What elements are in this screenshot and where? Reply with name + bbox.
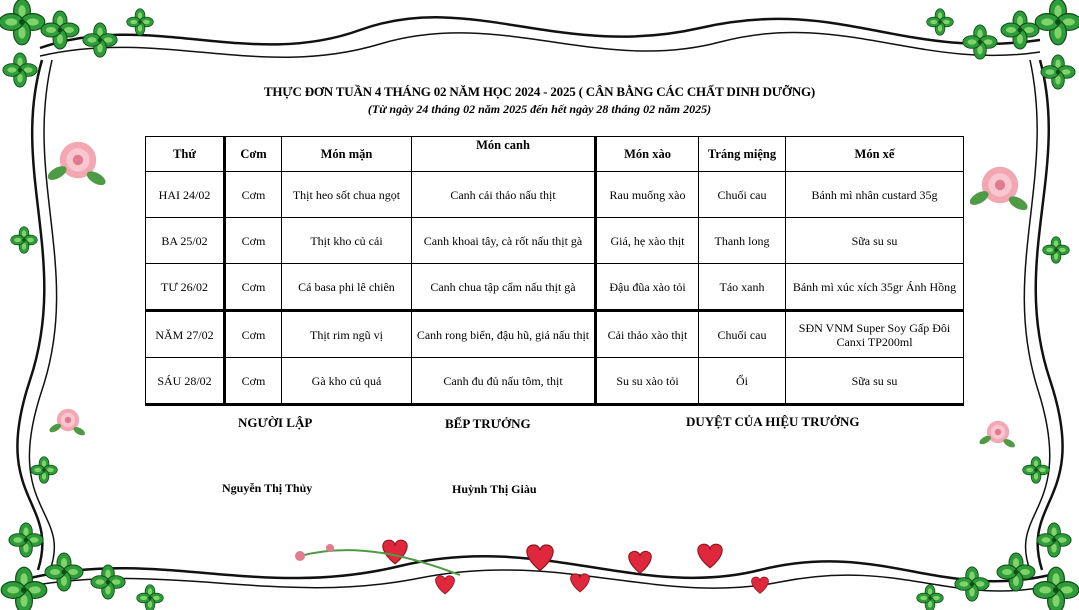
preparer-label: NGƯỜI LẬP <box>238 415 313 430</box>
cell-main-dish: Gà kho củ quả <box>282 358 412 405</box>
header-main-dish: Món mặn <box>282 137 412 172</box>
menu-table <box>145 136 964 406</box>
cell-stir-fry: Su su xào tỏi <box>596 358 699 405</box>
cell-day: SÁU 28/02 <box>146 358 225 405</box>
cell-main-dish: Thịt heo sốt chua ngọt <box>282 172 412 218</box>
cell-snack: Sữa su su <box>786 358 964 405</box>
header-dessert: Tráng miệng <box>699 137 786 172</box>
table-row <box>146 358 964 405</box>
cell-stir-fry: Đậu đũa xào tỏi <box>596 264 699 311</box>
cell-dessert: Táo xanh <box>699 264 786 311</box>
cell-snack: Bánh mì nhân custard 35g <box>786 172 964 218</box>
principal-label: DUYỆT CỦA HIỆU TRƯỞNG <box>686 414 860 429</box>
page-subtitle: (Từ ngày 24 tháng 02 năm 2025 đến hết ngày 28 tháng 02 năm 2025) <box>367 102 712 116</box>
header-stir-fry: Món xào <box>596 137 699 172</box>
cell-day: NĂM 27/02 <box>146 311 225 358</box>
cell-dessert: Chuối cau <box>699 311 786 358</box>
header-rice: Cơm <box>225 137 282 172</box>
vine-swirl-icon <box>40 17 1040 48</box>
cell-soup: Canh rong biển, đậu hũ, giá nấu thịt <box>412 311 596 358</box>
cell-stir-fry: Rau muống xào <box>596 172 699 218</box>
cell-snack: Bánh mì xúc xích 35gr Ánh Hồng <box>786 264 964 311</box>
header-afternoon-snack: Món xế <box>786 137 964 172</box>
cell-dessert: Ổi <box>699 358 786 405</box>
cell-rice: Cơm <box>225 218 282 264</box>
preparer-name: Nguyễn Thị Thủy <box>222 481 313 495</box>
heart-icon <box>383 540 769 594</box>
cell-main-dish: Cá basa phi lê chiên <box>282 264 412 311</box>
header-soup: Món canh <box>412 137 596 172</box>
cell-soup: Canh chua tập cẩm nấu thịt gà <box>412 264 596 311</box>
cell-rice: Cơm <box>225 264 282 311</box>
table-row <box>146 172 964 218</box>
cell-snack: Sữa su su <box>786 218 964 264</box>
cell-rice: Cơm <box>225 311 282 358</box>
table-header-row <box>146 137 964 172</box>
cell-rice: Cơm <box>225 172 282 218</box>
cell-stir-fry: Cải thảo xào thịt <box>596 311 699 358</box>
chef-name: Huỳnh Thị Giàu <box>452 482 537 496</box>
cell-soup: Canh cải thảo nấu thịt <box>412 172 596 218</box>
cell-dessert: Thanh long <box>699 218 786 264</box>
clover-leaf-icon <box>0 0 153 87</box>
cell-snack: SĐN VNM Super Soy Gấp Đôi Canxi TP200ml <box>786 311 964 358</box>
cell-dessert: Chuối cau <box>699 172 786 218</box>
cell-soup: Canh đu đủ nấu tôm, thịt <box>412 358 596 405</box>
cell-rice: Cơm <box>225 358 282 405</box>
chef-label: BẾP TRƯỞNG <box>445 416 531 431</box>
table-row <box>146 264 964 311</box>
cell-main-dish: Thịt rim ngũ vị <box>282 311 412 358</box>
cell-day: TƯ 26/02 <box>146 264 225 311</box>
header-day: Thứ <box>146 137 225 172</box>
cell-day: HAI 24/02 <box>146 172 225 218</box>
table-row <box>146 311 964 358</box>
cell-stir-fry: Giá, hẹ xào thịt <box>596 218 699 264</box>
page-title: THỰC ĐƠN TUẦN 4 THÁNG 02 NĂM HỌC 2024 - 2025 ( CÂN BẰNG CÁC CHẤT DINH DƯỠNG) <box>263 84 816 99</box>
cell-main-dish: Thịt kho củ cải <box>282 218 412 264</box>
cell-soup: Canh khoai tây, cà rốt nấu thịt gà <box>412 218 596 264</box>
cell-day: BA 25/02 <box>146 218 225 264</box>
table-row <box>146 218 964 264</box>
